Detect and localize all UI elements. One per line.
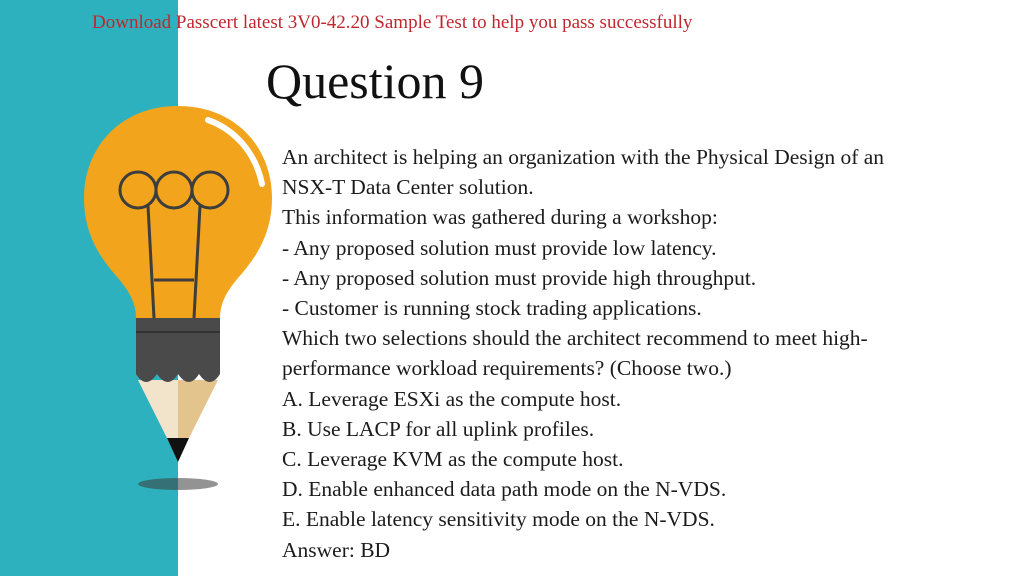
option-a: A. Leverage ESXi as the compute host. bbox=[282, 386, 622, 411]
promo-banner: Download Passcert latest 3V0-42.20 Sample Test to help you pass successfully bbox=[92, 12, 693, 33]
answer-line: Answer: BD bbox=[282, 537, 391, 562]
question-line: Which two selections should the architect recommend to meet high- bbox=[282, 326, 868, 351]
question-line: An architect is helping an organization with the Physical Design of an bbox=[282, 145, 885, 169]
question-line: NSX-T Data Center solution. bbox=[282, 175, 534, 200]
option-e: E. Enable latency sensitivity mode on the N-VDS. bbox=[282, 507, 715, 532]
requirement-line: - Customer is running stock trading applications. bbox=[282, 296, 702, 321]
question-title: Question 9 bbox=[266, 53, 485, 109]
requirement-line: - Any proposed solution must provide low latency. bbox=[282, 235, 717, 260]
option-b: B. Use LACP for all uplink profiles. bbox=[282, 416, 595, 441]
question-line: performance workload requirements? (Choose two.) bbox=[282, 356, 732, 381]
question-body bbox=[282, 142, 1002, 565]
lightbulb-pencil-icon bbox=[80, 100, 280, 500]
requirement-line: - Any proposed solution must provide high throughput. bbox=[282, 265, 757, 290]
question-line: This information was gathered during a workshop: bbox=[282, 205, 718, 230]
option-d: D. Enable enhanced data path mode on the N-VDS. bbox=[282, 477, 727, 502]
option-c: C. Leverage KVM as the compute host. bbox=[282, 447, 624, 472]
